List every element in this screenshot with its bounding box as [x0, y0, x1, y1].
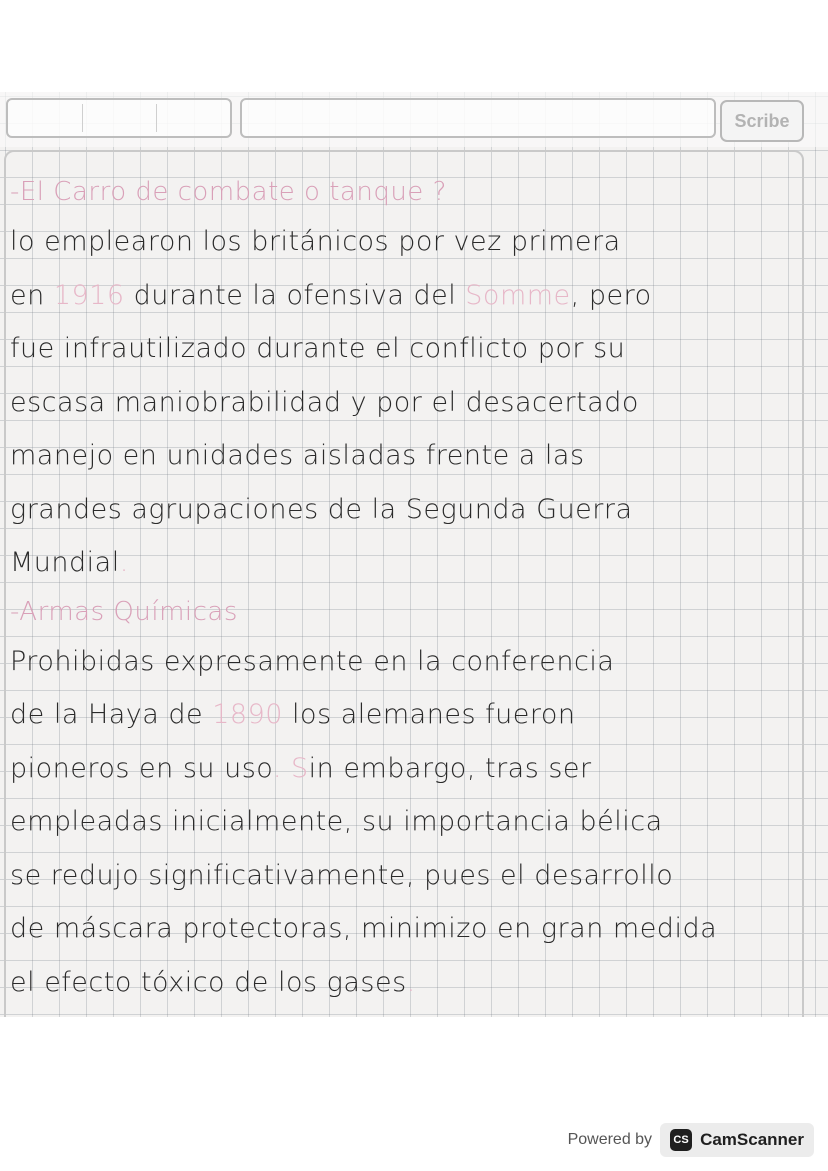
powered-by-label: Powered by — [567, 1131, 653, 1148]
page-header — [0, 92, 828, 147]
note-year: 1890 — [212, 699, 283, 730]
note-period: . — [406, 966, 416, 998]
note-text: el efecto tóxico de los gases — [10, 966, 407, 998]
date-divider — [156, 104, 157, 132]
note-line — [10, 269, 810, 323]
scribe-brand-label: Scribe — [720, 100, 804, 142]
camscanner-logo-icon: CS — [670, 1129, 692, 1151]
note-text: se redujo significativamente, pues el desarrollo — [10, 859, 674, 891]
note-year: 1916 — [53, 279, 125, 311]
note-text: durante la ofensiva del — [124, 279, 466, 311]
note-line — [10, 902, 810, 956]
handwritten-notes — [10, 170, 810, 1009]
note-line — [10, 956, 810, 1010]
note-text: fue infrautilizado durante el conflicto por su — [10, 333, 626, 364]
note-line — [10, 536, 810, 590]
note-text: pioneros en su uso — [10, 752, 273, 784]
note-line — [10, 688, 810, 742]
note-text: de máscara protectoras, minimizo en gran medida — [10, 913, 718, 944]
note-text: de la Haya de — [10, 699, 213, 730]
note-text: escasa maniobrabilidad y por el desacertado — [10, 386, 639, 418]
header-date-box — [6, 98, 232, 138]
note-text: Prohibidas expresamente en la conferencia — [10, 645, 615, 677]
note-line — [10, 215, 810, 269]
note-line — [10, 849, 810, 903]
note-text: empleadas inicialmente, su importancia bélica — [10, 806, 663, 837]
note-text: grandes agrupaciones de la Segunda Guerra — [10, 493, 633, 525]
note-line — [10, 795, 810, 849]
scanner-watermark — [568, 1122, 814, 1158]
header-title-box — [240, 98, 716, 138]
note-text: in embargo, tras ser — [308, 752, 592, 784]
note-text: manejo en unidades aisladas frente a las — [10, 440, 585, 471]
note-text: en — [10, 279, 54, 311]
note-line — [10, 483, 810, 537]
note-accent: . S — [272, 752, 309, 784]
note-text: lo emplearon los británicos por vez primera — [10, 226, 621, 257]
date-divider — [82, 104, 83, 132]
note-line — [10, 635, 810, 689]
section-heading-tank: -El Carro de combate o tanque ? — [10, 177, 447, 207]
note-text: , pero — [570, 279, 652, 311]
note-place: Somme — [465, 279, 571, 311]
camscanner-brand-name: CamScanner — [700, 1130, 804, 1149]
note-line — [10, 376, 810, 430]
note-line — [10, 322, 810, 376]
note-text: los alemanes fueron — [282, 699, 576, 730]
note-line — [10, 742, 810, 796]
note-line — [10, 429, 810, 483]
note-period: . — [119, 547, 129, 578]
notebook-page — [0, 92, 828, 1017]
note-text: Mundial — [10, 547, 120, 578]
section-heading-chemical: -Armas Químicas — [10, 596, 238, 627]
camscanner-badge — [660, 1123, 814, 1157]
